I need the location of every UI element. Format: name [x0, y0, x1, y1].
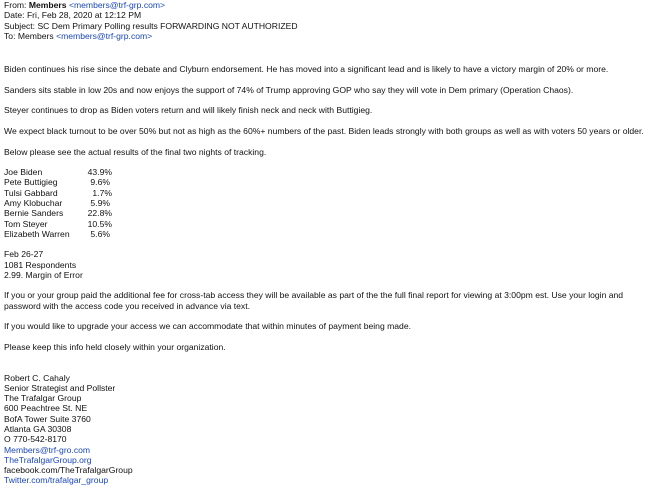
paragraph-turnout: We expect black turnout to be over 50% but not as high as the 60%+ numbers of the past. Biden leads strongly with both groups as well as with voters 50 years or older. [4, 125, 644, 136]
candidate-percent: 5.9% [90, 198, 110, 209]
list-item [4, 208, 112, 218]
candidate-name: Tulsi Gabbard [4, 187, 58, 198]
signature-title: Senior Strategist and Pollster [4, 382, 116, 393]
poll-dates: Feb 26-27 [4, 249, 44, 260]
candidate-name: Elizabeth Warren [4, 228, 70, 239]
poll-margin-of-error: 2.99. Margin of Error [4, 269, 83, 280]
to-label: To: [4, 30, 16, 41]
signature-address-line-1: 600 Peachtree St. NE [4, 403, 88, 414]
candidate-name: Joe Biden [4, 167, 43, 178]
to-line [4, 31, 658, 41]
paragraph-sanders: Sanders sits stable in low 20s and now enjoys the support of 74% of Trump approving GOP who say they will vote in Dem primary (Operation Chaos). [4, 84, 574, 95]
signature-name: Robert C. Cahaly [4, 372, 70, 383]
list-item [4, 188, 112, 198]
signature-twitter-link[interactable]: Twitter.com/trafalgar_group [4, 475, 109, 486]
paragraph-biden-rise: Biden continues his rise since the debate and Clyburn endorsement. He has moved into a significant lead and is likely to have a victory margin of 20% or more. [4, 64, 609, 75]
candidate-name: Bernie Sanders [4, 208, 64, 219]
paragraph-crosstab-access: If you or your group paid the additional fee for cross-tab access they will be available as part of the the full final report for viewing at 3:00pm est. Use your login and password with the access code you received in advance via text. [4, 290, 624, 311]
email-signature [4, 373, 658, 486]
signature-website-link[interactable]: TheTrafalgarGroup.org [4, 454, 92, 465]
date-label: Date: [4, 10, 25, 21]
candidate-percent: 5.6% [90, 228, 110, 239]
candidate-name: Amy Klobuchar [4, 198, 63, 209]
candidate-percent: 1.7% [92, 187, 112, 198]
subject-label: Subject: [4, 20, 36, 31]
from-label: From: [4, 0, 27, 10]
signature-email-link[interactable]: Members@trf-gro.com [4, 444, 91, 455]
list-item [4, 219, 112, 229]
paragraph-confidential: Please keep this info held closely within your organization. [4, 341, 226, 352]
from-line [4, 0, 658, 10]
email-message [4, 0, 658, 486]
date-value: Fri, Feb 28, 2020 at 12:12 PM [26, 10, 142, 21]
signature-city: Atlanta GA 30308 [4, 423, 72, 434]
poll-metadata [4, 249, 658, 280]
subject-value: SC Dem Primary Polling results FORWARDING NOT AUTHORIZED [37, 20, 298, 31]
candidate-percent: 10.5% [87, 218, 112, 229]
to-name: Members [17, 30, 54, 41]
list-item [4, 167, 112, 177]
candidate-percent: 22.8% [87, 208, 112, 219]
candidate-percent: 9.6% [90, 177, 110, 188]
paragraph-upgrade: If you would like to upgrade your access we can accommodate that within minutes of payment being made. [4, 321, 411, 332]
candidate-name: Pete Buttigieg [4, 177, 58, 188]
from-name: Members [28, 0, 67, 10]
email-body [4, 64, 658, 486]
poll-results-list [4, 167, 112, 239]
paragraph-steyer: Steyer continues to drop as Biden voters return and will likely finish neck and neck with Buttigieg. [4, 105, 373, 116]
list-item [4, 198, 112, 208]
list-item [4, 177, 112, 187]
paragraph-results-intro: Below please see the actual results of the final two nights of tracking. [4, 146, 267, 157]
signature-facebook: facebook.com/TheTrafalgarGroup [4, 465, 133, 476]
poll-respondents: 1081 Respondents [4, 259, 77, 270]
list-item [4, 229, 112, 239]
date-line [4, 10, 658, 20]
signature-org: The Trafalgar Group [4, 393, 82, 404]
candidate-percent: 43.9% [87, 167, 112, 178]
subject-line [4, 21, 658, 31]
signature-phone: O 770-542-8170 [4, 434, 67, 445]
to-email-link[interactable]: <members@trf-grp.com> [56, 30, 153, 41]
from-email-link[interactable]: <members@trf-grp.com> [68, 0, 166, 10]
signature-address-line-2: BofA Tower Suite 3760 [4, 413, 91, 424]
candidate-name: Tom Steyer [4, 218, 48, 229]
email-header [4, 0, 658, 41]
